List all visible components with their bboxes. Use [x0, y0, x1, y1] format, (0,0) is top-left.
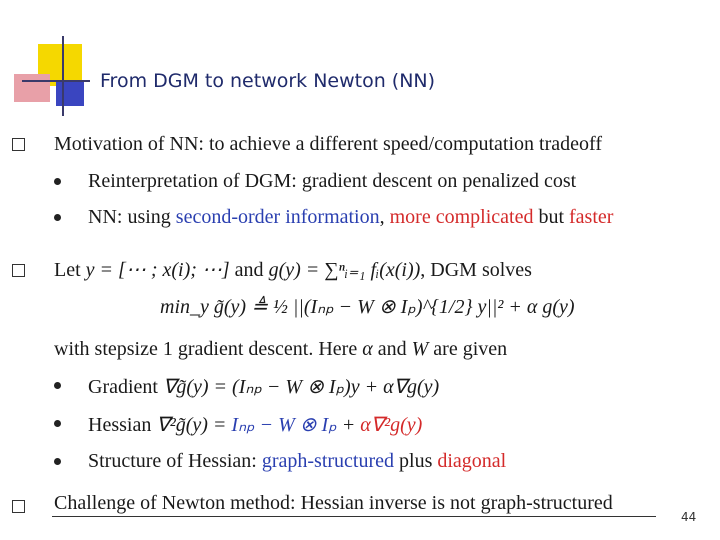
stepsize-line: [54, 338, 507, 361]
alpha-symbol: α: [362, 338, 373, 360]
second-order-info: second-order information: [175, 206, 380, 228]
bullet-let-y: [54, 257, 532, 282]
let-and: and: [229, 259, 269, 281]
hessian-line: [88, 412, 422, 437]
square-bullet-icon: [12, 264, 25, 277]
page-number: 44: [681, 510, 697, 524]
square-bullet-icon: [12, 500, 25, 513]
hessian-diag-term: α∇²g(y): [360, 414, 423, 436]
faster: faster: [569, 206, 614, 228]
gradient-label: Gradient: [88, 376, 163, 398]
g-definition: g(y) = ∑ⁿᵢ₌₁ fᵢ(x(i)): [268, 259, 421, 281]
hessian-label: Hessian: [88, 414, 157, 436]
nn-comma: ,: [379, 206, 390, 228]
structure-line: [88, 450, 506, 473]
round-bullet-icon: [54, 458, 61, 465]
footer-divider: [52, 516, 656, 517]
stepsize-prefix: with stepsize 1 gradient descent. Here: [54, 338, 363, 360]
logo-vertical-line: [62, 36, 64, 116]
square-bullet-icon: [12, 138, 25, 151]
structure-prefix: Structure of Hessian:: [88, 450, 262, 472]
stepsize-suffix: are given: [428, 338, 508, 360]
bullet-motivation: Motivation of NN: to achieve a different speed/computation tradeoff: [54, 133, 602, 155]
logo-horizontal-line: [22, 80, 90, 82]
structure-plus: plus: [394, 450, 438, 472]
bullet-nn-using: [88, 206, 613, 229]
objective-formula: min_y g̃(y) ≜ ½ ||(Iₙₚ − W ⊗ Iₚ)^{1/2} y||² + α g(y): [160, 296, 575, 318]
round-bullet-icon: [54, 420, 61, 427]
round-bullet-icon: [54, 382, 61, 389]
hessian-lhs: ∇²g̃(y) =: [156, 414, 232, 436]
hessian-graph-term: Iₙₚ − W ⊗ Iₚ: [231, 414, 337, 436]
let-suffix: , DGM solves: [420, 259, 532, 281]
graph-structured: graph-structured: [261, 450, 395, 472]
y-definition: y = [⋯ ; x(i); ⋯]: [85, 259, 230, 281]
more-complicated: more complicated: [389, 206, 534, 228]
w-symbol: W: [411, 338, 429, 360]
gradient-formula: ∇g̃(y) = (Iₙₚ − W ⊗ Iₚ)y + α∇g(y): [162, 376, 440, 398]
bullet-reinterpretation: Reinterpretation of DGM: gradient descent on penalized cost: [88, 170, 577, 192]
stepsize-and: and: [372, 338, 412, 360]
gradient-line: [88, 374, 439, 399]
bullet-challenge: Challenge of Newton method: Hessian inverse is not graph-structured: [54, 492, 613, 514]
logo-blue-block: [56, 80, 84, 106]
logo-pink-block: [14, 74, 50, 102]
hessian-plus: +: [336, 414, 361, 436]
round-bullet-icon: [54, 214, 61, 221]
let-prefix: Let: [54, 259, 86, 281]
slide-title: From DGM to network Newton (NN): [100, 70, 436, 92]
round-bullet-icon: [54, 178, 61, 185]
nn-prefix: NN: using: [88, 206, 176, 228]
nn-but: but: [533, 206, 570, 228]
diagonal: diagonal: [437, 450, 507, 472]
